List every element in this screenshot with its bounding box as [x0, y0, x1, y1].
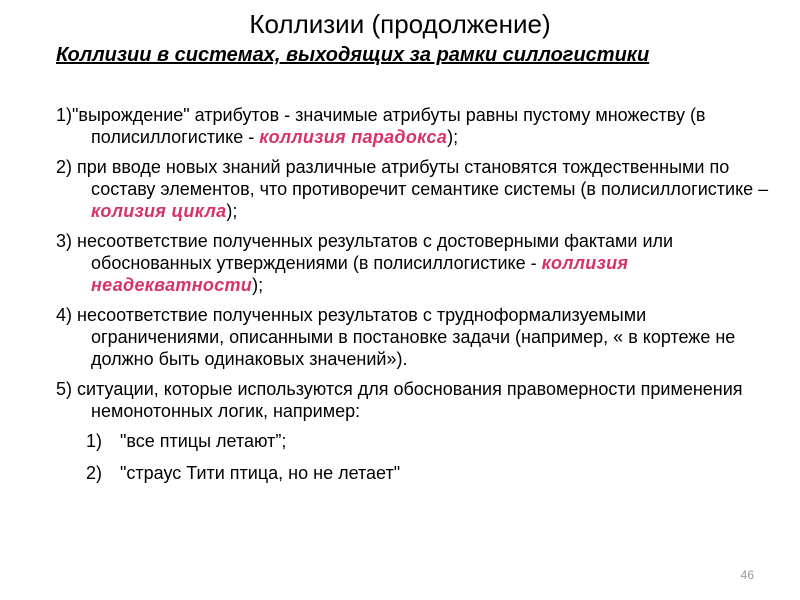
page-number: 46 — [740, 568, 754, 582]
item-text-end: ); — [447, 127, 459, 147]
item-text: несоответствие полученных результатов с трудноформализуемыми ограничениями, описанными в постановке задачи (например, « в кортеже не должно быть одинаковых значений»). — [72, 305, 736, 369]
list-item-1 — [56, 104, 776, 148]
slide-subtitle: Коллизии в системах, выходящих за рамки силлогистики — [56, 44, 650, 66]
item-number: 4) — [56, 305, 73, 325]
item-text: при вводе новых знаний различные атрибуты становятся тождественными по составу элементов, что противоречит семантике системы (в полисиллогистике – — [72, 157, 769, 199]
item-highlight: колизия цикла — [91, 201, 227, 221]
slide-title: Коллизии (продолжение) — [249, 9, 551, 39]
item-number: 5) — [56, 379, 73, 399]
list-item-4 — [56, 304, 776, 370]
item-text: несоответствие полученных результатов с достоверными фактами или обоснованных утверждениями (в полисиллогистике - — [72, 231, 674, 273]
item-text-end: ); — [226, 201, 238, 221]
example-number: 2) — [86, 463, 103, 483]
example-item-1 — [56, 430, 776, 452]
item-text: ситуации, которые используются для обоснования правомерности применения немонотонных логик, например: — [72, 379, 743, 421]
example-list — [56, 430, 776, 484]
list-item-3 — [56, 230, 776, 296]
item-text: "вырождение" атрибутов - значимые атрибуты равны пустому множеству (в полисиллогистике - — [72, 105, 706, 147]
item-number: 1) — [56, 105, 73, 125]
example-item-2 — [56, 462, 776, 484]
example-number: 1) — [86, 431, 103, 451]
example-text: "все птицы летают”; — [120, 431, 287, 451]
item-number: 3) — [56, 231, 73, 251]
list-item-5 — [56, 378, 776, 422]
item-number: 2) — [56, 157, 73, 177]
list-item-2 — [56, 156, 776, 222]
item-highlight: коллизия парадокса — [259, 127, 448, 147]
item-text-end: ); — [252, 275, 264, 295]
slide-body — [56, 104, 776, 494]
example-text: "страус Тити птица, но не летает" — [120, 463, 401, 483]
item-highlight: коллизия неадекватности — [91, 253, 629, 295]
